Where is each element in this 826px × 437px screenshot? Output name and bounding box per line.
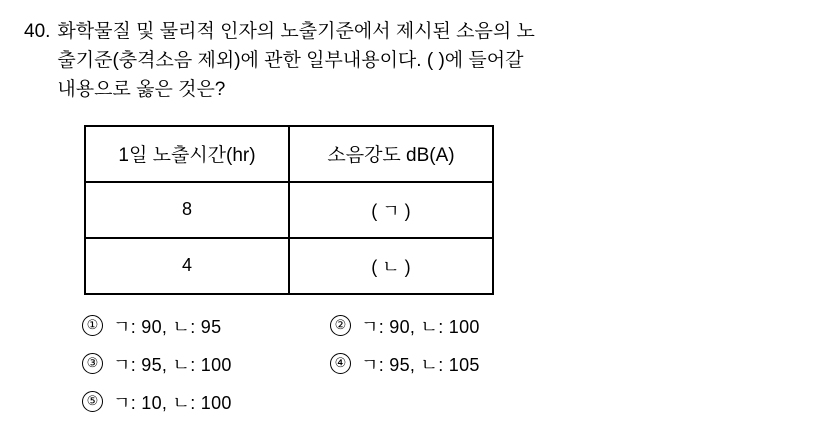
choice-label-4: ㄱ: 95, ㄴ: 105 bbox=[361, 354, 480, 375]
choice-row-2 bbox=[82, 351, 800, 377]
choice-option-4[interactable] bbox=[330, 351, 480, 377]
noise-table-container bbox=[24, 125, 800, 295]
choice-marker-3-icon: ③ bbox=[82, 353, 103, 374]
question-line-2-text: 출기준(충격소음 제외)에 관한 일부내용이다. ( )에 들어갈 bbox=[57, 49, 524, 71]
question-line-3 bbox=[57, 76, 757, 105]
question-number: 40. bbox=[24, 21, 51, 42]
table-cell-time-8: 8 bbox=[85, 182, 289, 238]
table-cell-time-4: 4 bbox=[85, 238, 289, 294]
question-line-1 bbox=[57, 18, 757, 47]
choice-label-2: ㄱ: 90, ㄴ: 100 bbox=[361, 316, 480, 337]
answer-choices bbox=[24, 313, 800, 415]
choice-label-5: ㄱ: 10, ㄴ: 100 bbox=[113, 392, 232, 413]
choice-marker-1-icon: ① bbox=[82, 315, 103, 336]
choice-marker-2-icon: ② bbox=[330, 315, 351, 336]
table-header-noise-level: 소음강도 dB(A) bbox=[289, 126, 493, 182]
choice-option-3[interactable] bbox=[82, 351, 330, 377]
table-row bbox=[85, 182, 493, 238]
question-line-2 bbox=[57, 47, 757, 76]
noise-exposure-table bbox=[84, 125, 494, 295]
choice-option-5[interactable] bbox=[82, 389, 330, 415]
table-cell-level-blank-1: ( ㄱ ) bbox=[289, 182, 493, 238]
table-row bbox=[85, 238, 493, 294]
question-block bbox=[24, 18, 800, 105]
table-header-row bbox=[85, 126, 493, 182]
choice-row-3 bbox=[82, 389, 800, 415]
choice-row-1 bbox=[82, 313, 800, 339]
choice-label-3: ㄱ: 95, ㄴ: 100 bbox=[113, 354, 232, 375]
choice-option-1[interactable] bbox=[82, 313, 330, 339]
choice-option-2[interactable] bbox=[330, 313, 480, 339]
table-header-exposure-time: 1일 노출시간(hr) bbox=[85, 126, 289, 182]
question-line-3-text: 내용으로 옳은 것은? bbox=[57, 78, 226, 100]
question-text bbox=[57, 18, 757, 105]
table-cell-level-blank-2: ( ㄴ ) bbox=[289, 238, 493, 294]
choice-marker-4-icon: ④ bbox=[330, 353, 351, 374]
choice-marker-5-icon: ⑤ bbox=[82, 391, 103, 412]
choice-label-1: ㄱ: 90, ㄴ: 95 bbox=[113, 316, 222, 337]
question-line-1-text: 화학물질 및 물리적 인자의 노출기준에서 제시된 소음의 노 bbox=[57, 21, 535, 42]
